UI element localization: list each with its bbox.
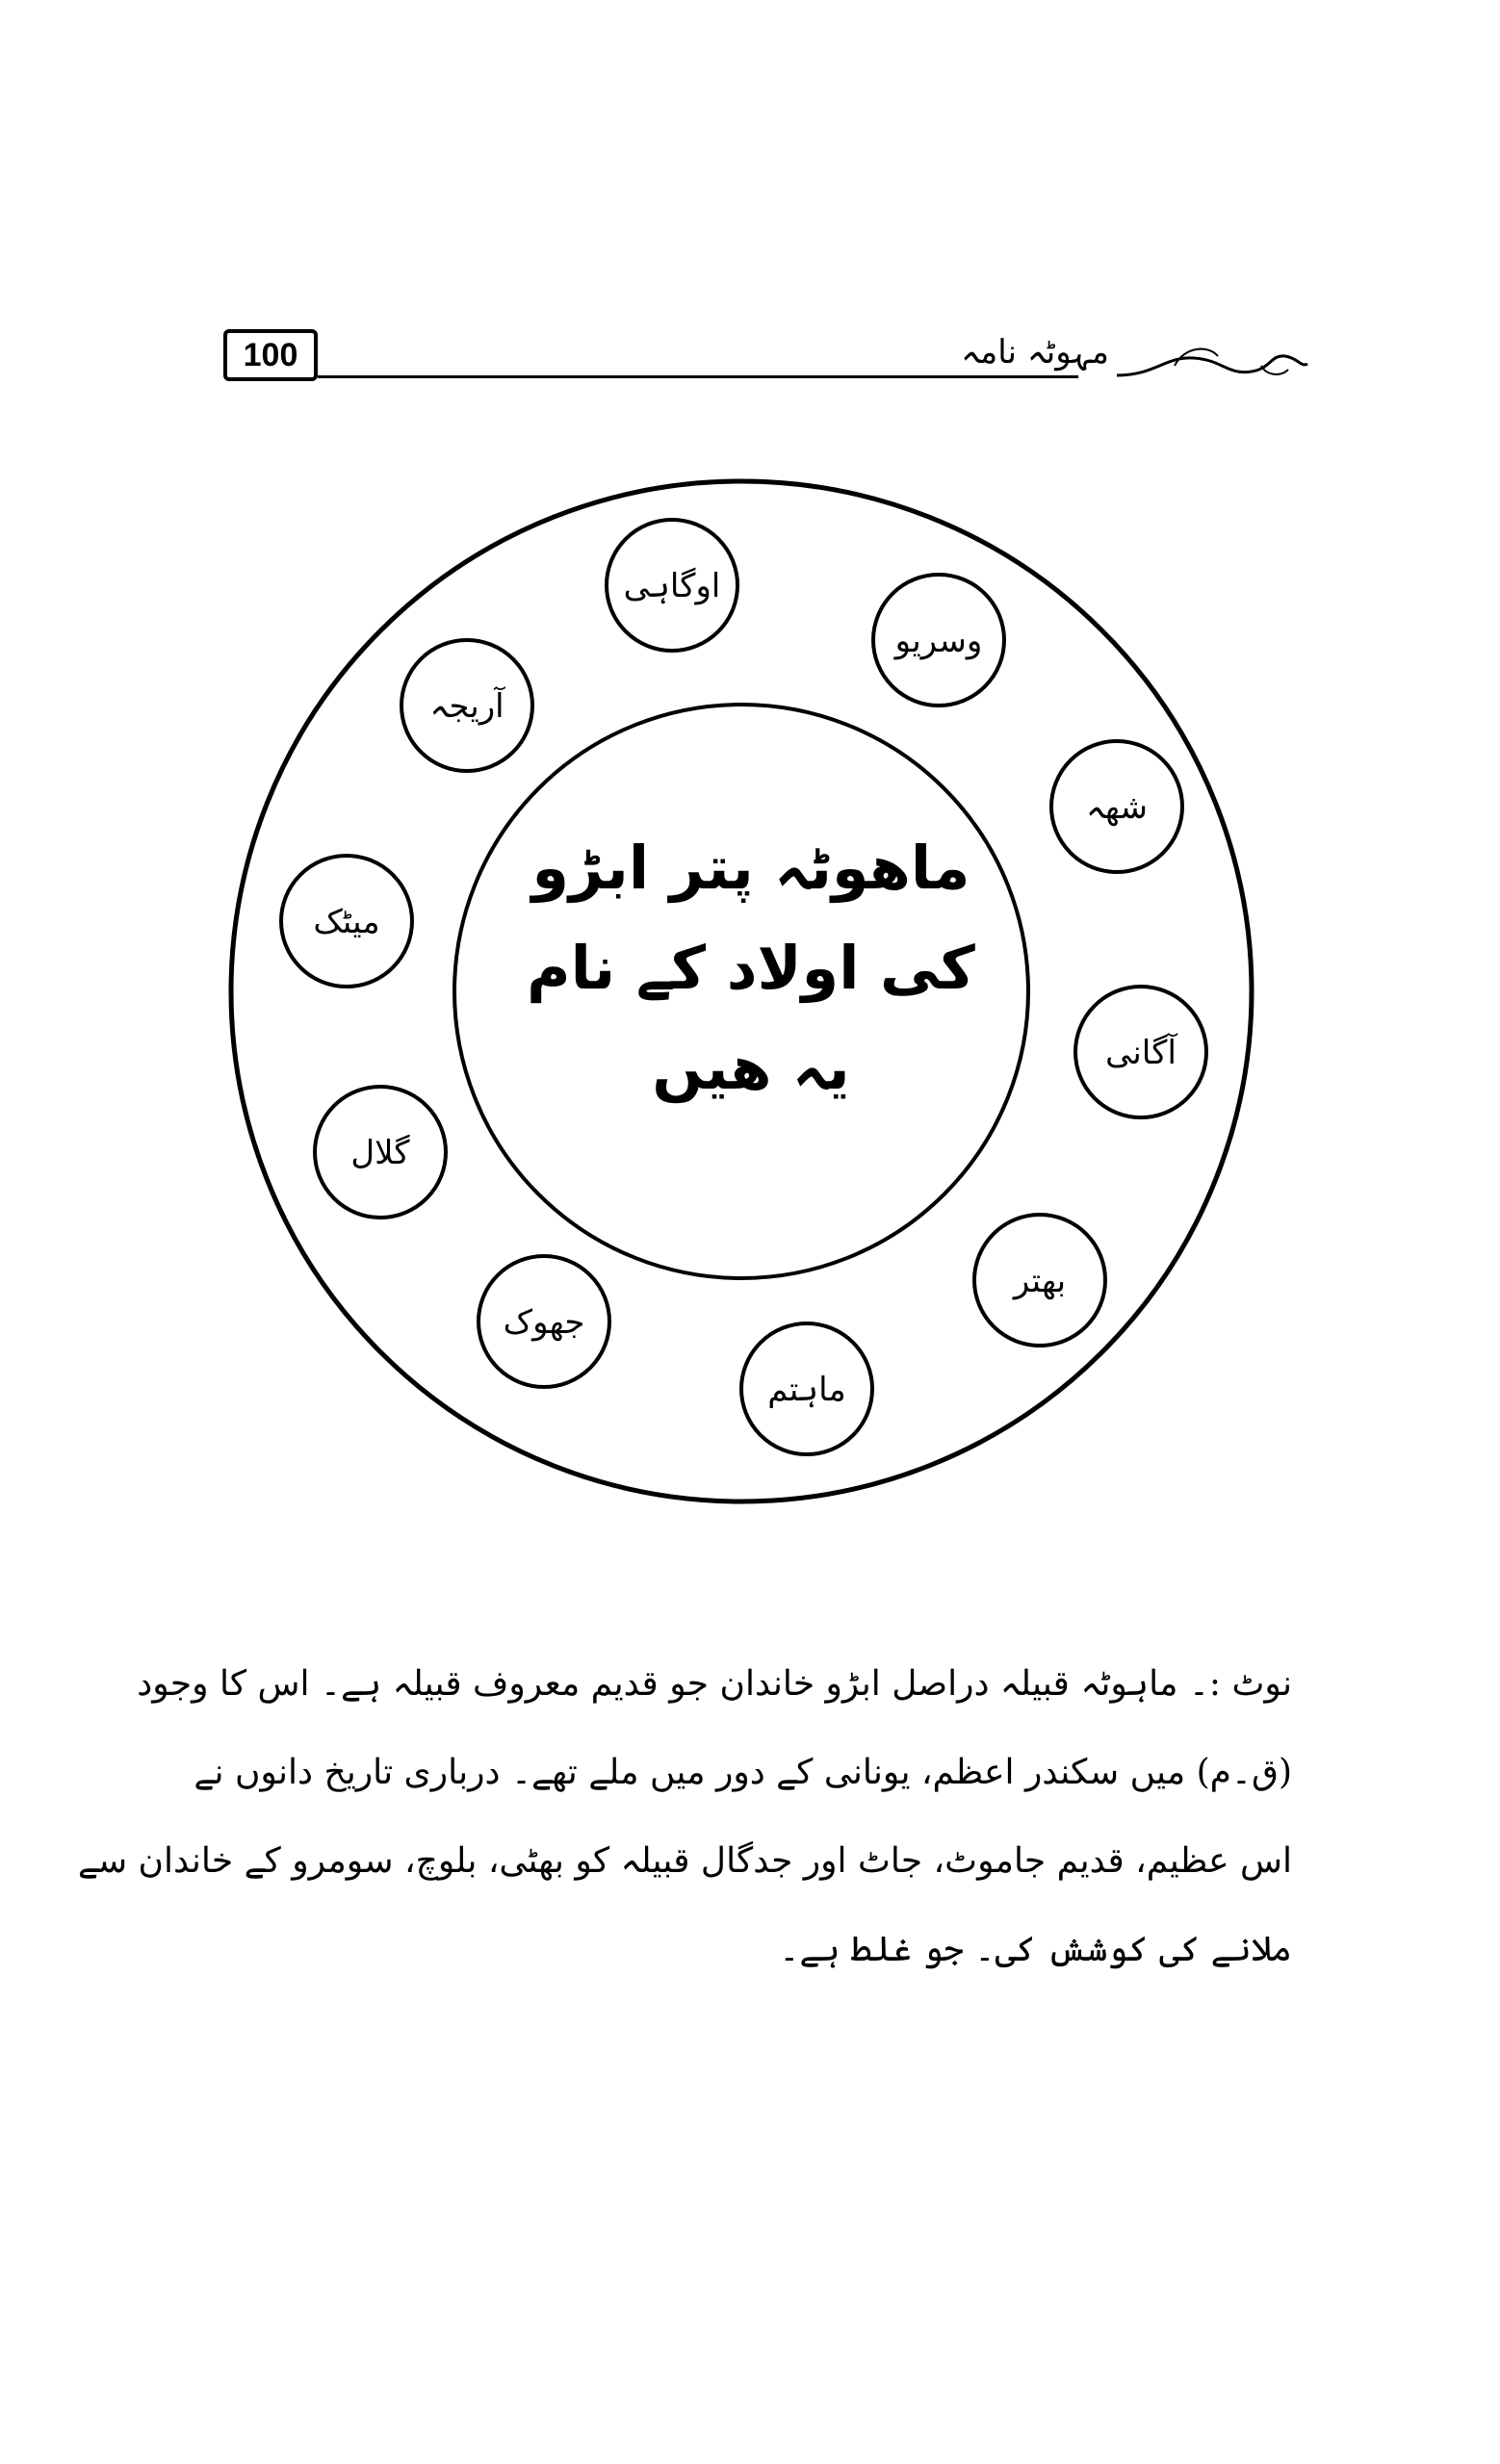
name-label: جھوک: [503, 1303, 585, 1342]
name-node: [1051, 741, 1182, 872]
name-node: [478, 1256, 609, 1387]
name-label: میٹک: [313, 903, 380, 941]
center-title: [481, 818, 1021, 1118]
note-line: (ق۔م) میں سکندر اعظم، یونانی کے دور میں ملے تھے۔ درباری تاریخ دانوں نے: [194, 1753, 1292, 1792]
name-label: ماہتم: [767, 1371, 846, 1409]
name-node: [1075, 987, 1206, 1117]
name-node: [281, 856, 412, 987]
note-line: نوٹ :۔ ماہوٹہ قبیلہ دراصل ابڑو خاندان جو قدیم معروف قبیلہ ہے۔ اس کا وجود: [137, 1664, 1292, 1704]
name-label: اوگاہی: [623, 567, 721, 605]
name-node: [974, 1215, 1105, 1346]
name-label: وسریو: [894, 622, 983, 660]
note-line: اس عظیم، قدیم جاموٹ، جاٹ اور جدگال قبیلہ کو بھٹی، بلوچ، سومرو کے خاندان سے: [77, 1841, 1292, 1881]
book-title: مہوٹہ نامہ: [961, 333, 1109, 372]
name-label: بھتر: [1013, 1262, 1067, 1300]
name-node: [315, 1087, 446, 1218]
name-label: آریجہ: [429, 687, 504, 726]
note-paragraph: [77, 1656, 1292, 2010]
center-title-line: یہ ھیں: [652, 1033, 850, 1103]
page-number: 100: [223, 329, 318, 381]
name-node: [741, 1323, 872, 1454]
center-title-line: کی اولاد کے نام: [527, 933, 975, 1003]
center-title-line: ماھوٹہ پتر ابڑو: [531, 833, 970, 903]
name-node: [401, 640, 532, 771]
name-label: آگانی: [1105, 1034, 1177, 1072]
name-node: [607, 520, 737, 651]
name-node: [873, 575, 1004, 706]
name-label: گلال: [350, 1134, 410, 1172]
note-line: ملانے کی کوشش کی۔ جو غلط ہے۔: [779, 1930, 1292, 1969]
name-label: شھہ: [1085, 788, 1149, 827]
